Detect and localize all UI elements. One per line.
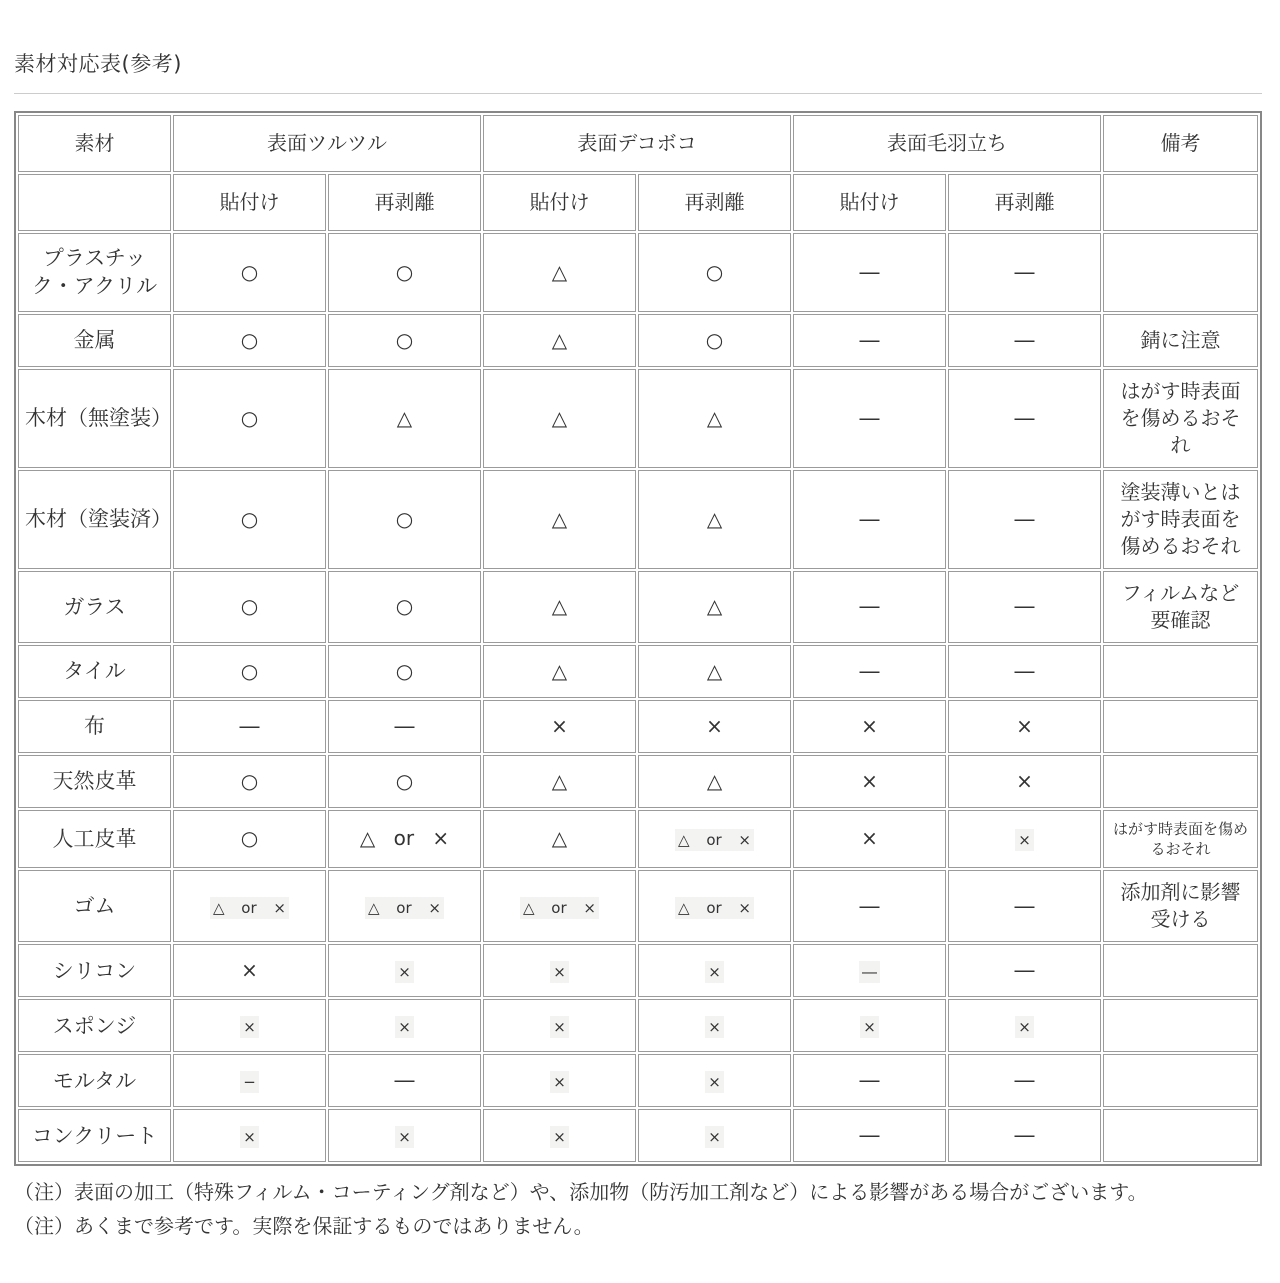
table-row <box>18 1054 1258 1107</box>
symbol-cell <box>328 700 481 753</box>
compatibility-symbol: ― <box>859 259 880 284</box>
symbol-cell <box>948 700 1101 753</box>
remark-cell <box>1103 645 1258 698</box>
compatibility-symbol: ― <box>859 594 880 619</box>
symbol-cell <box>483 233 636 312</box>
remark-cell: はがす時表面を傷めるおそれ <box>1103 369 1258 468</box>
table-row <box>18 233 1258 312</box>
compatibility-symbol: ― <box>859 893 880 918</box>
header-sub-row <box>18 174 1258 231</box>
compatibility-symbol: × <box>395 1016 414 1038</box>
symbol-cell <box>948 810 1101 869</box>
symbol-cell <box>483 999 636 1052</box>
compatibility-symbol: × <box>551 713 568 738</box>
compatibility-symbol: × <box>550 961 569 983</box>
symbol-cell <box>483 645 636 698</box>
compatibility-symbol: × <box>705 1126 724 1148</box>
symbol-cell <box>638 470 791 569</box>
material-cell: プラスチック・アクリル <box>18 233 171 312</box>
compatibility-symbol: ― <box>1014 958 1035 983</box>
table-row <box>18 755 1258 808</box>
compatibility-symbol: × <box>706 713 723 738</box>
table-row <box>18 369 1258 468</box>
header-sub-repeel: 再剥離 <box>328 174 481 231</box>
compatibility-symbol: ― <box>1014 506 1035 531</box>
symbol-cell <box>793 999 946 1052</box>
symbol-cell <box>948 571 1101 643</box>
compatibility-symbol: × <box>705 1071 724 1093</box>
symbol-cell <box>638 1109 791 1162</box>
compatibility-symbol: △ <box>706 594 723 619</box>
table-row <box>18 870 1258 942</box>
symbol-cell <box>793 571 946 643</box>
remark-cell <box>1103 944 1258 997</box>
symbol-cell <box>483 810 636 869</box>
compatibility-symbol: △ or × <box>520 897 599 919</box>
compatibility-symbol: × <box>1016 713 1033 738</box>
compatibility-symbol: ○ <box>240 259 259 284</box>
symbol-cell <box>483 470 636 569</box>
symbol-cell <box>948 944 1101 997</box>
symbol-cell <box>173 810 326 869</box>
compatibility-symbol: × <box>861 826 878 851</box>
material-cell: タイル <box>18 645 171 698</box>
symbol-cell <box>328 870 481 942</box>
compatibility-symbol: × <box>861 768 878 793</box>
material-cell: モルタル <box>18 1054 171 1107</box>
compatibility-symbol: △ <box>706 658 723 683</box>
symbol-cell <box>948 314 1101 367</box>
material-cell: 木材（無塗装） <box>18 369 171 468</box>
material-cell: スポンジ <box>18 999 171 1052</box>
remark-cell <box>1103 233 1258 312</box>
table-row <box>18 700 1258 753</box>
symbol-cell <box>793 233 946 312</box>
compatibility-symbol: ― <box>1014 658 1035 683</box>
note-reference-only: （注）あくまで参考です。実際を保証するものではありません。 <box>14 1214 594 1239</box>
material-cell: コンクリート <box>18 1109 171 1162</box>
table-row <box>18 944 1258 997</box>
compatibility-symbol: ○ <box>395 594 414 619</box>
symbol-cell <box>638 944 791 997</box>
compatibility-symbol: ― <box>1014 259 1035 284</box>
symbol-cell <box>483 314 636 367</box>
symbol-cell <box>483 1054 636 1107</box>
symbol-cell <box>793 1054 946 1107</box>
compatibility-symbol: ○ <box>240 594 259 619</box>
compatibility-symbol: △ or × <box>675 897 754 919</box>
compatibility-symbol: ― <box>1014 405 1035 430</box>
symbol-cell <box>948 870 1101 942</box>
table-row <box>18 571 1258 643</box>
compatibility-symbol: △ <box>551 768 568 793</box>
symbol-cell <box>638 314 791 367</box>
symbol-cell <box>328 999 481 1052</box>
symbol-cell <box>793 1109 946 1162</box>
symbol-cell <box>483 1109 636 1162</box>
compatibility-symbol: △ <box>551 506 568 531</box>
compatibility-symbol: △ <box>551 826 568 851</box>
compatibility-symbol: △ <box>551 405 568 430</box>
compatibility-symbol: ○ <box>240 405 259 430</box>
symbol-cell <box>948 1054 1101 1107</box>
symbol-cell <box>328 233 481 312</box>
table-row <box>18 314 1258 367</box>
symbol-cell <box>328 470 481 569</box>
compatibility-symbol: × <box>705 961 724 983</box>
header-sub-empty-material <box>18 174 171 231</box>
remark-cell: 添加剤に影響受ける <box>1103 870 1258 942</box>
compatibility-symbol: × <box>1015 829 1034 851</box>
compatibility-symbol: × <box>240 1016 259 1038</box>
compatibility-symbol: △ <box>551 327 568 352</box>
symbol-cell <box>328 944 481 997</box>
symbol-cell <box>173 1109 326 1162</box>
compatibility-symbol: × <box>860 1016 879 1038</box>
compatibility-symbol: ○ <box>705 259 724 284</box>
compatibility-symbol: ― <box>1014 327 1035 352</box>
compatibility-symbol: × <box>241 958 258 983</box>
header-surface-fuzzy: 表面毛羽立ち <box>793 115 1101 172</box>
symbol-cell <box>173 755 326 808</box>
symbol-cell <box>483 369 636 468</box>
table-row <box>18 470 1258 569</box>
compatibility-symbol: ― <box>1014 1068 1035 1093</box>
compatibility-symbol: ○ <box>240 327 259 352</box>
compatibility-symbol: ○ <box>395 506 414 531</box>
header-surface-smooth: 表面ツルツル <box>173 115 481 172</box>
symbol-cell <box>638 999 791 1052</box>
compatibility-symbol: ― <box>394 713 415 738</box>
symbol-cell <box>793 470 946 569</box>
symbol-cell <box>328 1109 481 1162</box>
compatibility-symbol: ○ <box>395 768 414 793</box>
material-cell: 天然皮革 <box>18 755 171 808</box>
compatibility-symbol: △ <box>706 768 723 793</box>
compatibility-symbol: ― <box>859 961 880 983</box>
symbol-cell <box>638 1054 791 1107</box>
symbol-cell <box>638 645 791 698</box>
compatibility-symbol: ○ <box>240 768 259 793</box>
symbol-cell <box>793 700 946 753</box>
compatibility-symbol: × <box>240 1126 259 1148</box>
symbol-cell <box>948 1109 1101 1162</box>
compatibility-symbol: ○ <box>395 658 414 683</box>
symbol-cell <box>793 314 946 367</box>
symbol-cell <box>793 870 946 942</box>
symbol-cell <box>328 810 481 869</box>
symbol-cell <box>638 755 791 808</box>
compatibility-symbol: ○ <box>240 506 259 531</box>
header-sub-repeel: 再剥離 <box>638 174 791 231</box>
header-sub-attach: 貼付け <box>793 174 946 231</box>
compatibility-symbol: − <box>240 1071 259 1093</box>
material-cell: シリコン <box>18 944 171 997</box>
header-surface-bumpy: 表面デコボコ <box>483 115 791 172</box>
page-title: 素材対応表(参考) <box>14 52 182 76</box>
symbol-cell <box>328 571 481 643</box>
material-cell: ゴム <box>18 870 171 942</box>
symbol-cell <box>948 369 1101 468</box>
symbol-cell <box>638 369 791 468</box>
symbol-cell <box>173 944 326 997</box>
symbol-cell <box>328 755 481 808</box>
symbol-cell <box>173 571 326 643</box>
compatibility-symbol: ― <box>859 1068 880 1093</box>
header-sub-empty-remarks <box>1103 174 1258 231</box>
symbol-cell <box>173 233 326 312</box>
compatibility-symbol: ○ <box>395 259 414 284</box>
compatibility-symbol: ― <box>1014 893 1035 918</box>
remark-cell: 錆に注意 <box>1103 314 1258 367</box>
compatibility-symbol: × <box>550 1126 569 1148</box>
remark-cell <box>1103 1054 1258 1107</box>
compatibility-symbol: △ or × <box>210 897 289 919</box>
remark-cell: はがす時表面を傷めるおそれ <box>1103 810 1258 869</box>
compatibility-symbol: △ <box>551 594 568 619</box>
compatibility-symbol: ― <box>859 1123 880 1148</box>
symbol-cell <box>483 571 636 643</box>
compatibility-symbol: ― <box>859 506 880 531</box>
symbol-cell <box>328 645 481 698</box>
symbol-cell <box>948 755 1101 808</box>
compatibility-symbol: ― <box>859 327 880 352</box>
compatibility-symbol: ― <box>1014 1123 1035 1148</box>
symbol-cell <box>173 470 326 569</box>
compatibility-symbol: △ <box>396 405 413 430</box>
compatibility-symbol: ― <box>859 405 880 430</box>
header-sub-attach: 貼付け <box>483 174 636 231</box>
symbol-cell <box>173 1054 326 1107</box>
symbol-cell <box>173 700 326 753</box>
compatibility-symbol: ○ <box>705 327 724 352</box>
compatibility-symbol: △ <box>551 259 568 284</box>
remark-cell: 塗装薄いとはがす時表面を傷めるおそれ <box>1103 470 1258 569</box>
symbol-cell <box>173 369 326 468</box>
material-cell: 木材（塗装済） <box>18 470 171 569</box>
compatibility-symbol: ― <box>1014 594 1035 619</box>
compatibility-symbol: △ or × <box>359 826 450 851</box>
symbol-cell <box>173 999 326 1052</box>
compatibility-symbol: △ <box>706 405 723 430</box>
compatibility-symbol: × <box>861 713 878 738</box>
compatibility-symbol: △ <box>706 506 723 531</box>
compatibility-symbol: × <box>1015 1016 1034 1038</box>
table-row <box>18 999 1258 1052</box>
header-material: 素材 <box>18 115 171 172</box>
material-cell: 人工皮革 <box>18 810 171 869</box>
compatibility-symbol: △ <box>551 658 568 683</box>
header-sub-attach: 貼付け <box>173 174 326 231</box>
title-divider <box>14 93 1262 94</box>
symbol-cell <box>483 870 636 942</box>
symbol-cell <box>483 944 636 997</box>
table-row <box>18 1109 1258 1162</box>
symbol-cell <box>638 810 791 869</box>
compatibility-symbol: × <box>395 961 414 983</box>
symbol-cell <box>173 645 326 698</box>
notes <box>14 1175 1262 1243</box>
symbol-cell <box>173 870 326 942</box>
compatibility-symbol: ○ <box>240 658 259 683</box>
compatibility-symbol: ― <box>859 658 880 683</box>
symbol-cell <box>948 470 1101 569</box>
material-cell: 金属 <box>18 314 171 367</box>
compatibility-symbol: × <box>1016 768 1033 793</box>
compatibility-symbol: ○ <box>395 327 414 352</box>
symbol-cell <box>793 645 946 698</box>
symbol-cell <box>948 233 1101 312</box>
material-cell: 布 <box>18 700 171 753</box>
material-cell: ガラス <box>18 571 171 643</box>
compatibility-symbol: △ or × <box>675 829 754 851</box>
symbol-cell <box>638 700 791 753</box>
table-row <box>18 810 1258 869</box>
header-sub-repeel: 再剥離 <box>948 174 1101 231</box>
remark-cell <box>1103 1109 1258 1162</box>
compatibility-symbol: × <box>550 1016 569 1038</box>
compatibility-symbol: × <box>550 1071 569 1093</box>
remark-cell: フィルムなど要確認 <box>1103 571 1258 643</box>
symbol-cell <box>328 314 481 367</box>
header-group-row <box>18 115 1258 172</box>
remark-cell <box>1103 755 1258 808</box>
compatibility-symbol: ― <box>394 1068 415 1093</box>
symbol-cell <box>483 700 636 753</box>
symbol-cell <box>328 369 481 468</box>
compatibility-symbol: ○ <box>240 826 259 851</box>
remark-cell <box>1103 999 1258 1052</box>
symbol-cell <box>638 571 791 643</box>
compatibility-symbol: △ or × <box>365 897 444 919</box>
remark-cell <box>1103 700 1258 753</box>
symbol-cell <box>793 810 946 869</box>
symbol-cell <box>793 369 946 468</box>
table-row <box>18 645 1258 698</box>
symbol-cell <box>638 870 791 942</box>
symbol-cell <box>173 314 326 367</box>
symbol-cell <box>638 233 791 312</box>
compatibility-symbol: × <box>395 1126 414 1148</box>
symbol-cell <box>328 1054 481 1107</box>
note-surface-processing: （注）表面の加工（特殊フィルム・コーティング剤など）や、添加物（防汚加工剤など）による影響がある場合がございます。 <box>14 1180 1148 1205</box>
symbol-cell <box>793 755 946 808</box>
compatibility-symbol: × <box>705 1016 724 1038</box>
symbol-cell <box>948 645 1101 698</box>
material-compatibility-table <box>14 111 1262 1166</box>
symbol-cell <box>948 999 1101 1052</box>
symbol-cell <box>483 755 636 808</box>
compatibility-symbol: ― <box>239 713 260 738</box>
symbol-cell <box>793 944 946 997</box>
header-remarks: 備考 <box>1103 115 1258 172</box>
